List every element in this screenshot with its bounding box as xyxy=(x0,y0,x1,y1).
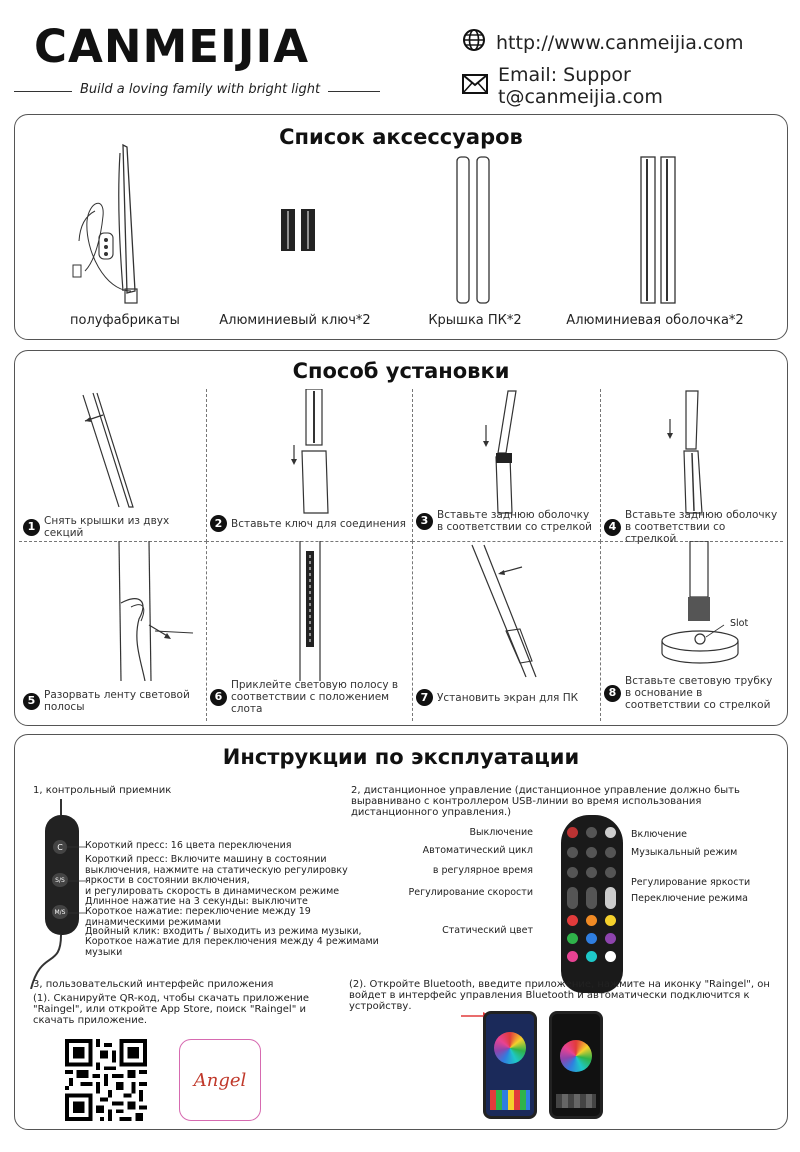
accessory-label-aluminum-key: Алюминиевый ключ*2 xyxy=(219,313,371,328)
remote-color-pink[interactable] xyxy=(567,951,578,962)
color-wheel-2[interactable] xyxy=(560,1040,592,1072)
remote-speed-button[interactable] xyxy=(567,887,578,909)
remote-mode-button[interactable] xyxy=(586,887,597,909)
remote-off-button[interactable] xyxy=(567,827,578,838)
app-logo-text: Angel xyxy=(193,1069,247,1091)
remote-color-blue[interactable] xyxy=(586,933,597,944)
install-step-6 xyxy=(206,541,413,721)
installation-title: Способ установки xyxy=(292,359,510,383)
step-4-text: Вставьте заднюю оболочку в соответствии со стрелкой xyxy=(625,509,778,545)
remote-control xyxy=(561,815,623,993)
accessories-panel xyxy=(14,114,788,340)
step-1-number: 1 xyxy=(23,519,40,536)
install-step-3 xyxy=(412,389,601,542)
remote-brightness-button[interactable] xyxy=(605,887,616,909)
accessory-label-semi-finished: полуфабрикаты xyxy=(70,313,180,328)
receiver-c-key[interactable]: C xyxy=(53,840,67,854)
step-6-drawing xyxy=(290,541,330,681)
email-link[interactable]: Email: Suppor t@canmeijia.com xyxy=(498,64,663,108)
app-heading: 3, пользовательский интерфейс приложения xyxy=(33,979,274,990)
slot-label: Slot xyxy=(730,618,749,629)
tagline-divider-left xyxy=(14,91,72,92)
installation-panel xyxy=(14,350,788,726)
phone-screenshot-app-list xyxy=(483,1011,537,1119)
remote-music-button[interactable] xyxy=(605,847,616,858)
step-5-drawing xyxy=(69,541,199,681)
semi-finished-lamp-drawing xyxy=(65,141,175,311)
remote-heading: 2, дистанционное управление (дистанционное управление должно быть выравнивано с контроллером USB-линии во время использования дистанционного управления.) xyxy=(351,785,740,818)
receiver-heading: 1, контрольный приемник xyxy=(33,785,172,796)
receiver-middle-key[interactable]: S/S xyxy=(52,873,68,887)
step-5-number: 5 xyxy=(23,693,40,710)
remote-key-button-4[interactable] xyxy=(605,867,616,878)
remote-key-button-1[interactable] xyxy=(586,847,597,858)
receiver-desc-mid-1: Короткий пресс: Включите машину в состоянии выключения, нажмите на статическую регулировку яркости в состоянии включения, xyxy=(85,854,348,886)
step-3-drawing xyxy=(472,389,542,515)
usage-title: Инструкции по эксплуатации xyxy=(222,745,580,769)
aluminum-shell-drawing xyxy=(637,155,681,307)
receiver-desc-c: Короткий пресс: 16 цвета переключения xyxy=(85,840,292,851)
remote-label-on: Включение xyxy=(631,829,688,840)
pc-cover-drawing xyxy=(455,155,495,307)
step-3-caption xyxy=(416,509,596,533)
email-row xyxy=(462,64,800,108)
accessory-label-aluminum-shell: Алюминиевая оболочка*2 xyxy=(566,313,744,328)
app-step-2: (2). Откройте Bluetooth, введите приложение, нажмите на иконку "Raingel", он войдет в интерфейс управления Bluetooth и автоматически подключится к устройству. xyxy=(349,979,770,1012)
step-3-text: Вставьте заднюю оболочку в соответствии со стрелкой xyxy=(437,509,592,533)
remote-label-mode-switch: Переключение режима xyxy=(631,893,748,904)
remote-label-timer: в регулярное время xyxy=(432,865,533,876)
color-swatch-strip-1[interactable] xyxy=(490,1090,530,1110)
accessory-label-pc-cover: Крышка ПК*2 xyxy=(428,313,522,328)
remote-color-cyan[interactable] xyxy=(586,951,597,962)
color-wheel-1[interactable] xyxy=(494,1032,526,1064)
control-strip-2[interactable] xyxy=(556,1094,596,1108)
step-6-caption xyxy=(210,679,408,715)
step-2-text: Вставьте ключ для соединения xyxy=(231,517,406,530)
install-step-8 xyxy=(600,541,783,721)
app-step-1: (1). Сканируйте QR-код, чтобы скачать приложение "Raingel", или откройте App Store, поиск "Raingel" и скачать приложение. xyxy=(33,993,310,1026)
receiver-desc-mid-2: и регулировать скорость в динамическом режиме xyxy=(85,886,340,897)
step-4-caption xyxy=(604,509,779,545)
remote-key-button-3[interactable] xyxy=(586,867,597,878)
brand-logo: CANMEIJIA xyxy=(34,20,310,73)
step-8-caption xyxy=(604,675,779,711)
step-5-caption xyxy=(23,689,202,713)
install-step-7 xyxy=(412,541,601,721)
remote-key-button-2[interactable] xyxy=(567,867,578,878)
step-5-text: Разорвать ленту световой полосы xyxy=(44,689,190,713)
step-4-drawing xyxy=(660,389,730,515)
install-step-5 xyxy=(19,541,207,721)
install-step-4 xyxy=(600,389,783,545)
globe-icon xyxy=(462,28,486,57)
remote-label-auto-cycle: Автоматический цикл xyxy=(422,845,533,856)
phone-screenshot-control xyxy=(549,1011,603,1119)
website-link[interactable]: http://www.canmeijia.com xyxy=(496,31,744,54)
aluminum-key-drawing xyxy=(279,205,319,255)
step-2-caption xyxy=(210,515,408,532)
remote-label-static-color: Статический цвет xyxy=(442,925,533,936)
remote-color-white[interactable] xyxy=(605,951,616,962)
remote-label-music: Музыкальный режим xyxy=(631,847,738,858)
step-8-drawing xyxy=(640,541,760,671)
install-step-2 xyxy=(206,389,413,542)
remote-label-off: Выключение xyxy=(469,827,533,838)
remote-label-brightness: Регулирование яркости xyxy=(631,877,751,888)
step-7-text: Установить экран для ПК xyxy=(437,691,579,704)
step-4-number: 4 xyxy=(604,519,621,536)
step-2-drawing xyxy=(286,389,346,515)
remote-auto-button[interactable] xyxy=(586,827,597,838)
step-6-number: 6 xyxy=(210,689,227,706)
remote-color-orange[interactable] xyxy=(586,915,597,926)
step-1-caption xyxy=(23,515,202,539)
remote-label-speed: Регулирование скорости xyxy=(408,887,533,898)
step-7-number: 7 xyxy=(416,689,433,706)
receiver-desc-m-3: Короткое нажатие для переключения между 4 режимами музыки xyxy=(85,936,379,958)
accessories-title: Список аксессуаров xyxy=(279,125,523,149)
receiver-desc-m-1: Короткое нажатие: переключение между 19 динамическими режимами xyxy=(85,906,311,928)
step-7-drawing xyxy=(462,541,562,681)
raingel-app-icon[interactable] xyxy=(179,1039,261,1121)
receiver-desc-m-2: Двойный клик: входить / выходить из режима музыки, xyxy=(85,926,362,937)
step-7-caption xyxy=(416,689,596,706)
remote-on-button[interactable] xyxy=(605,827,616,838)
step-8-text: Вставьте световую трубку в основание в соответствии со стрелкой xyxy=(625,675,773,711)
step-1-drawing xyxy=(69,391,179,511)
receiver-m-key[interactable]: M/S xyxy=(52,905,68,919)
step-3-number: 3 xyxy=(416,513,433,530)
remote-color-green[interactable] xyxy=(567,933,578,944)
step-1-text: Снять крышки из двух секций xyxy=(44,515,170,539)
receiver-desc-mid-3: Длинное нажатие на 3 секунды: выключите xyxy=(85,896,308,907)
website-row xyxy=(462,28,744,57)
usage-panel xyxy=(14,734,788,1130)
brand-tagline: Build a loving family with bright light xyxy=(80,82,321,97)
remote-color-red[interactable] xyxy=(567,915,578,926)
step-2-number: 2 xyxy=(210,515,227,532)
install-step-1 xyxy=(19,389,207,542)
remote-timer-button[interactable] xyxy=(567,847,578,858)
remote-color-purple[interactable] xyxy=(605,933,616,944)
tagline-divider-right xyxy=(328,91,380,92)
step-6-text: Приклейте световую полосу в соответствии с положением слота xyxy=(231,679,399,715)
step-8-number: 8 xyxy=(604,685,621,702)
qr-code[interactable] xyxy=(65,1039,147,1121)
envelope-icon xyxy=(462,74,488,99)
remote-color-yellow[interactable] xyxy=(605,915,616,926)
